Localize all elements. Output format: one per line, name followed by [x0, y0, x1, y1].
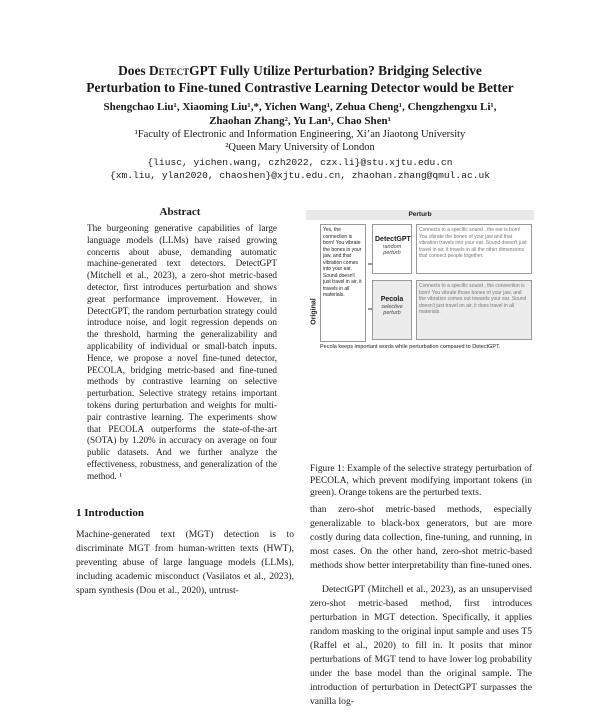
pecola-method-box: [372, 280, 412, 340]
affiliation-2: ²Queen Mary University of London: [225, 142, 375, 154]
emails: [30, 156, 570, 182]
authors-line-2: Zhaohan Zhang², Yu Lan¹, Chao Shen¹: [209, 115, 391, 127]
perturb-label: Perturb: [306, 210, 534, 220]
figure-legend: Pecola keeps important words while perturbation compared to DetectGPT.: [320, 344, 501, 350]
abstract-text: The burgeoning generative capabilities of large language models (LLMs) have raised growing concerns about abuse, demanding automatic machine-generated text detectors. DetectGPT (Mitchell et al., 2023), a zero-shot metric-based detector, first introduces perturbation and shows great performance improvement. However, in DetectGPT, the random perturbation strategy could introduce noise, and logit regression depends on the threshold, harming the generalizability and applicability of individual or small-batch inputs. Hence, we propose a novel fine-tuned detector, PECOLA, bridging metric-based and fine-tuned methods by contrastive learning on selective perturbation. Selective strategy retains important tokens during perturbation and weights for multi-pair contrastive learning. The experiments show that PECOLA outperforms the state-of-the-art (SOTA) by 1.20% in accuracy on average on four public datasets. And we further analyze the effectiveness, robustness, and generalization of the method. ¹: [87, 223, 277, 481]
detectgpt-method-box: [372, 224, 412, 274]
figure-1: [306, 210, 534, 453]
detectgpt-output-box: Connects to a specific sound , the ear is born! You vibrate the bones of your jaw and that vibration travels into your ear. Sound doesn't just travel in air, it travels in all the other dimensions that connect people together.: [416, 224, 532, 274]
title-method-name: DetectGPT: [148, 63, 217, 78]
original-label-text: Original: [310, 298, 318, 325]
pecola-name: Pecola: [380, 296, 404, 303]
figure-caption: Figure 1: Example of the selective strategy perturbation of PECOLA, which prevent modifying important tokens (in green). Orange tokens are the perturbed texts.: [310, 464, 532, 498]
author-list: [30, 100, 570, 128]
right-column-text: [310, 503, 532, 719]
pecola-output-box: Connects to a specific sound , the connection is born! You vibrate those bones of your jaw, and the vibration comes out towards your ear. Sound doesn't just travel on air, it does travel in all materials.: [416, 280, 532, 340]
paper-title: [30, 62, 570, 96]
pecola-desc: selective perturb: [381, 303, 403, 316]
affiliation-1: ¹Faculty of Electronic and Information Engineering, Xi’an Jiaotong University: [134, 129, 466, 140]
abstract-heading: Abstract: [159, 206, 201, 218]
detectgpt-desc: random perturb: [382, 243, 402, 256]
detectgpt-name: DetectGPT: [375, 236, 411, 243]
affiliations: [30, 128, 570, 154]
authors-line-1: Shengchao Liu¹, Xiaoming Liu¹,*, Yichen Wang¹, Zehua Cheng¹, Chengzhengxu Li¹,: [103, 101, 497, 113]
original-label: [304, 274, 318, 354]
paragraph: DetectGPT (Mitchell et al., 2023), as an unsupervised zero-shot metric-based method, first introduces perturbation in MGT detection. Specifically, it applies random masking to the original input sample and uses T5 (Raffel et al., 2020) to fill in. It posits that minor perturbations of MGT tend to have lower log probability under the base model than the original sample. The introduction of perturbation in DetectGPT surpasses the vanilla log-: [310, 584, 532, 707]
title-part: Fully Utilize Perturbation? Bridging Selective: [216, 63, 482, 78]
original-text-box: Yes, the connection is born! You vibrate the bones in your jaw, and that vibration comes into your ear. Sound doesn't just travel in air, it travels in all materials.: [320, 224, 366, 342]
section-heading: 1 Introduction: [76, 507, 144, 519]
email-line-2: {xm.liu, ylan2020, chaoshen}@xjtu.edu.cn, zhaohan.zhang@qmul.ac.uk: [110, 170, 490, 181]
paragraph: than zero-shot metric-based methods, especially generalizable to black-box generators, but are more costly during data collection, fine-tuning, and running, in most cases. On the other hand, zero-shot metric-based methods show better interpretability than fine-tuned ones.: [310, 504, 532, 571]
email-line-1: {liusc, yichen.wang, czh2022, czx.li}@stu.xjtu.edu.cn: [147, 157, 453, 168]
intro-text: Machine-generated text (MGT) detection is to discriminate MGT from human-written texts (HWT), preventing abuse of large language models (LLMs), including academic misconduct (Vasilatos et al., 2023), spam synthesis (Dou et al., 2020), untrust-: [76, 529, 294, 596]
title-line-2: Perturbation to Fine-tuned Contrastive Learning Detector would be Better: [86, 80, 514, 95]
title-part: Does: [118, 63, 149, 78]
